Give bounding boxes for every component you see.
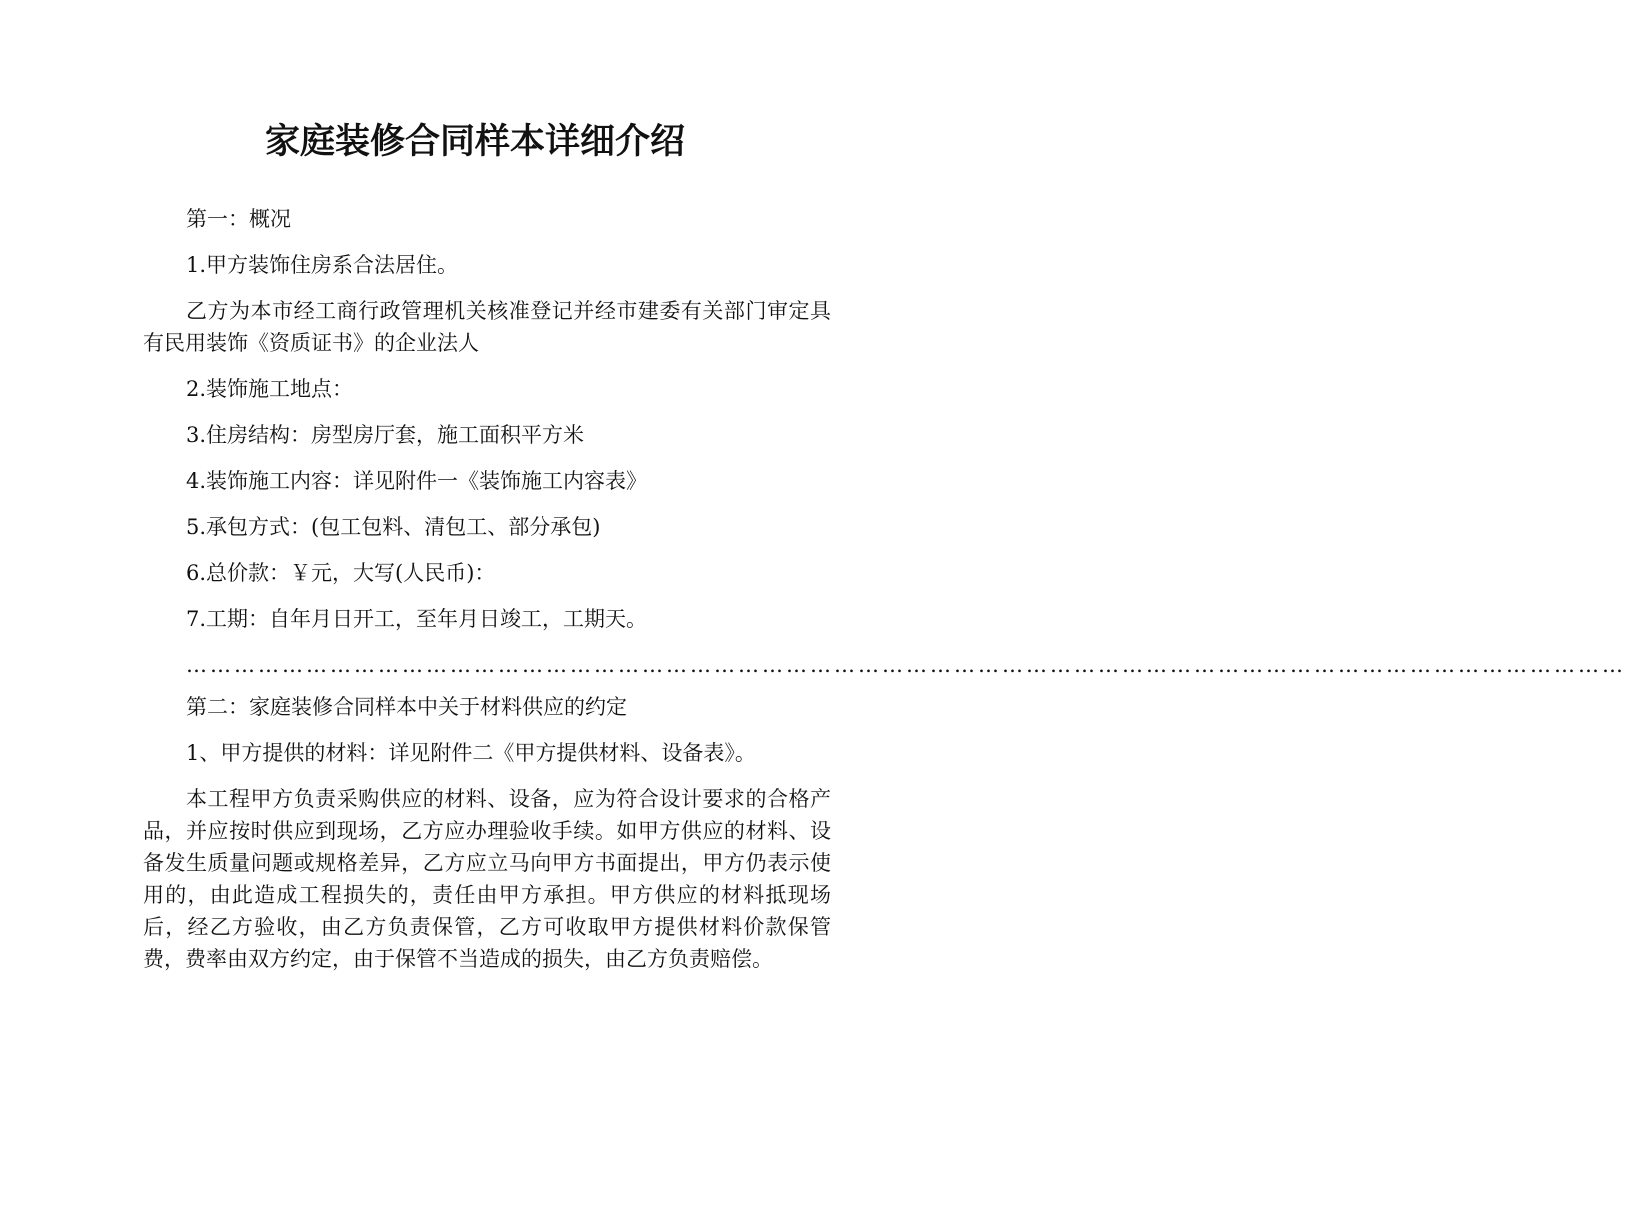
- section-heading-overview: 第一：概况: [186, 207, 291, 231]
- document-body: [143, 203, 1626, 989]
- clause-2: 2.装饰施工地点：: [186, 377, 354, 401]
- materials-clause-1: 1、甲方提供的材料：详见附件二《甲方提供材料、设备表》。: [186, 741, 756, 765]
- dotted-separator: ………………………………………………………………………………………………………………………………………………………………: [186, 653, 1626, 677]
- section-heading-materials: 第二：家庭装修合同样本中关于材料供应的约定: [186, 695, 627, 719]
- party-b-description: 乙方为本市经工商行政管理机关核准登记并经市建委有关部门审定具有民用装饰《资质证书》的企业法人: [143, 299, 831, 355]
- clause-4: 4.装饰施工内容：详见附件一《装饰施工内容表》: [186, 469, 648, 493]
- materials-responsibility-paragraph: 本工程甲方负责采购供应的材料、设备，应为符合设计要求的合格产品，并应按时供应到现场，乙方应办理验收手续。如甲方供应的材料、设备发生质量问题或规格差异，乙方应立马向甲方书面提出，甲方仍表示使用的，由此造成工程损失的，责任由甲方承担。甲方供应的材料抵现场后，经乙方验收，由乙方负责保管，乙方可收取甲方提供材料价款保管费，费率由双方约定，由于保管不当造成的损失，由乙方负责赔偿。: [143, 787, 831, 971]
- document-title: 家庭装修合同样本详细介绍: [264, 122, 685, 162]
- clause-1: 1.甲方装饰住房系合法居住。: [186, 253, 459, 277]
- clause-3: 3.住房结构：房型房厅套，施工面积平方米: [186, 423, 585, 447]
- clause-6: 6.总价款：￥元，大写(人民币)：: [186, 561, 496, 585]
- clause-5: 5.承包方式：(包工包料、清包工、部分承包): [186, 515, 601, 539]
- clause-7: 7.工期：自年月日开工，至年月日竣工，工期天。: [186, 607, 648, 631]
